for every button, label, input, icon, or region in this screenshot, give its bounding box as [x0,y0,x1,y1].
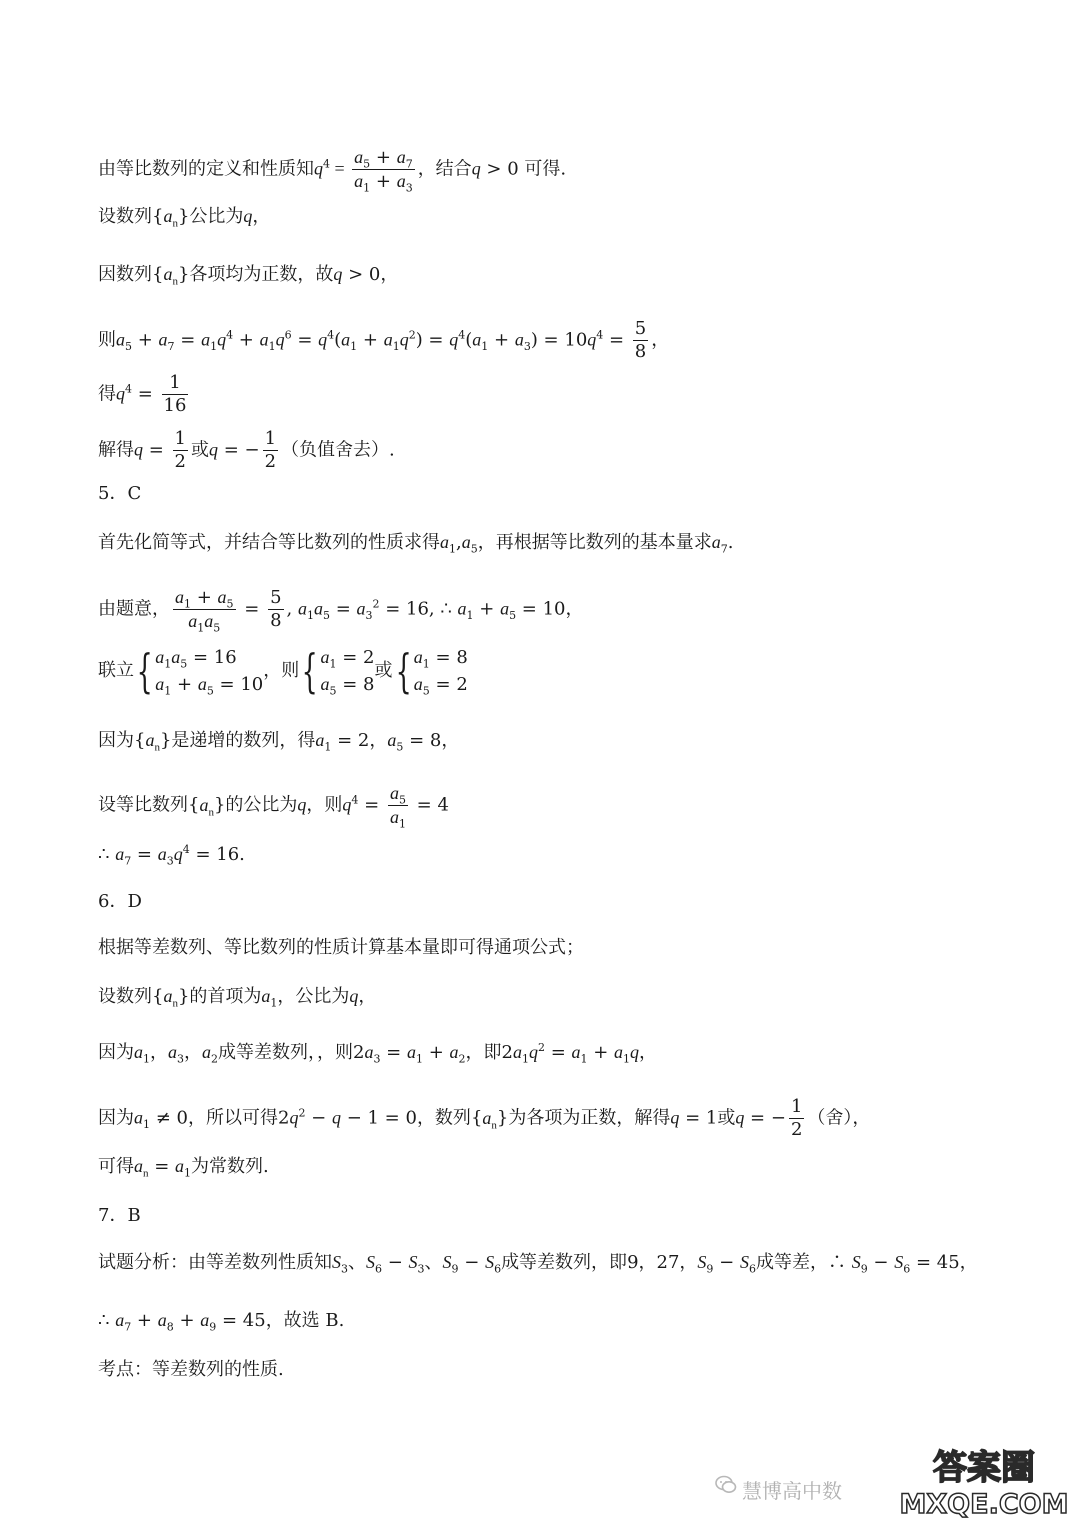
text-line: 首先化简等式，并结合等比数列的性质求得$a_1,a_5$，再根据等比数列的基本量求$a_7$. [98,532,734,556]
text-line: 可得$a_n = a_1$为常数列. [98,1156,269,1180]
text-line: 解得q = $\frac{1}{2}$ 或q = − $\frac{1}{2}$ （负值舍去）. [98,428,395,472]
answer-site-logo [896,1441,1072,1519]
text-line: 试题分析：由等差数列性质知$S_3$、$S_6 - S_3$、$S_9 - S_6$成等差数列，即9，27，$S_9 - S_6$成等差，∴ $S_9 - S_6 = 45$， [98,1252,978,1276]
text-line: ∴ $a_7 + a_8 + a_9 = 45$，故选 B. [98,1310,345,1334]
text-line: 因为$a_1$，$a_3$，$a_2$成等差数列，，则$2a_3 = a_1 + a_2$，即$2a_1q^2 = a_1 + a_1q$， [98,1041,658,1066]
text-line: 由等比数列的定义和性质知$q^4$ = $\frac{a_5 + a_7}{a_1 + a_3}$ ，结合q > 0 可得. [98,147,567,195]
text-line: 由题意， $\frac{a_1 + a_5}{a_1a_5}$ = $\frac{5}{8}$ , $a_1a_5 = a_3^2 = 16$, ∴ $a_1 + a_5 = 10$， [98,587,584,635]
answer-heading: 5．C [98,483,142,504]
text-line: ∴ $a_7 = a_3q^4 = 16$. [98,843,245,868]
text-line: 联立{ $a_1a_5 = 16$ $a_1 + a_5 = 10$ ，则{ $a_1 = 2$ $a_5 = 8$ 或{ $a_1 = 8$ $a_5 = 2$ [98,644,468,698]
text-line: 因为$\{a_n\}$是递增的数列，得$a_1 = 2$，$a_5 = 8$， [98,730,460,754]
text-line: 设数列$\{a_n\}$公比为q， [98,206,271,230]
wechat-icon [714,1473,738,1497]
text-line: 根据等差数列、等比数列的性质计算基本量即可得通项公式； [98,937,584,958]
answer-heading: 6．D [98,891,142,912]
watermark-source: 慧博高中数 [742,1479,842,1503]
text-line: 设等比数列$\{a_n\}$的公比为q，则$q^4$ = $\frac{a_5}{a_1}$ = 4 [98,783,449,831]
text-line: 考点：等差数列的性质. [98,1359,284,1380]
text-line: 因数列$\{a_n\}$各项均为正数，故q > 0， [98,264,399,288]
text-line: 则$a_5 + a_7 = a_1q^4 + a_1q^6 = q^4(a_1 + a_1q^2) = q^4(a_1 + a_3) = 10q^4$ = $\frac{5}{8}$ ， [98,318,670,362]
logo-site: MXQE.COM [899,1489,1069,1519]
logo-text: 答案圈 [933,1448,1035,1488]
watermark [742,1441,1072,1521]
text-line: 得$q^4$ = $\frac{1}{16}$ [98,372,187,416]
text-line: 因为$a_1 \ne 0$，所以可得$2q^2 - q - 1 = 0$，数列$\{a_n\}$为各项为正数，解得q = 1或q = − $\frac{1}{2}$ （舍）， [98,1096,871,1140]
text-line: 设数列$\{a_n\}$的首项为$a_1$，公比为q， [98,986,377,1010]
answer-heading: 7．B [98,1205,141,1226]
